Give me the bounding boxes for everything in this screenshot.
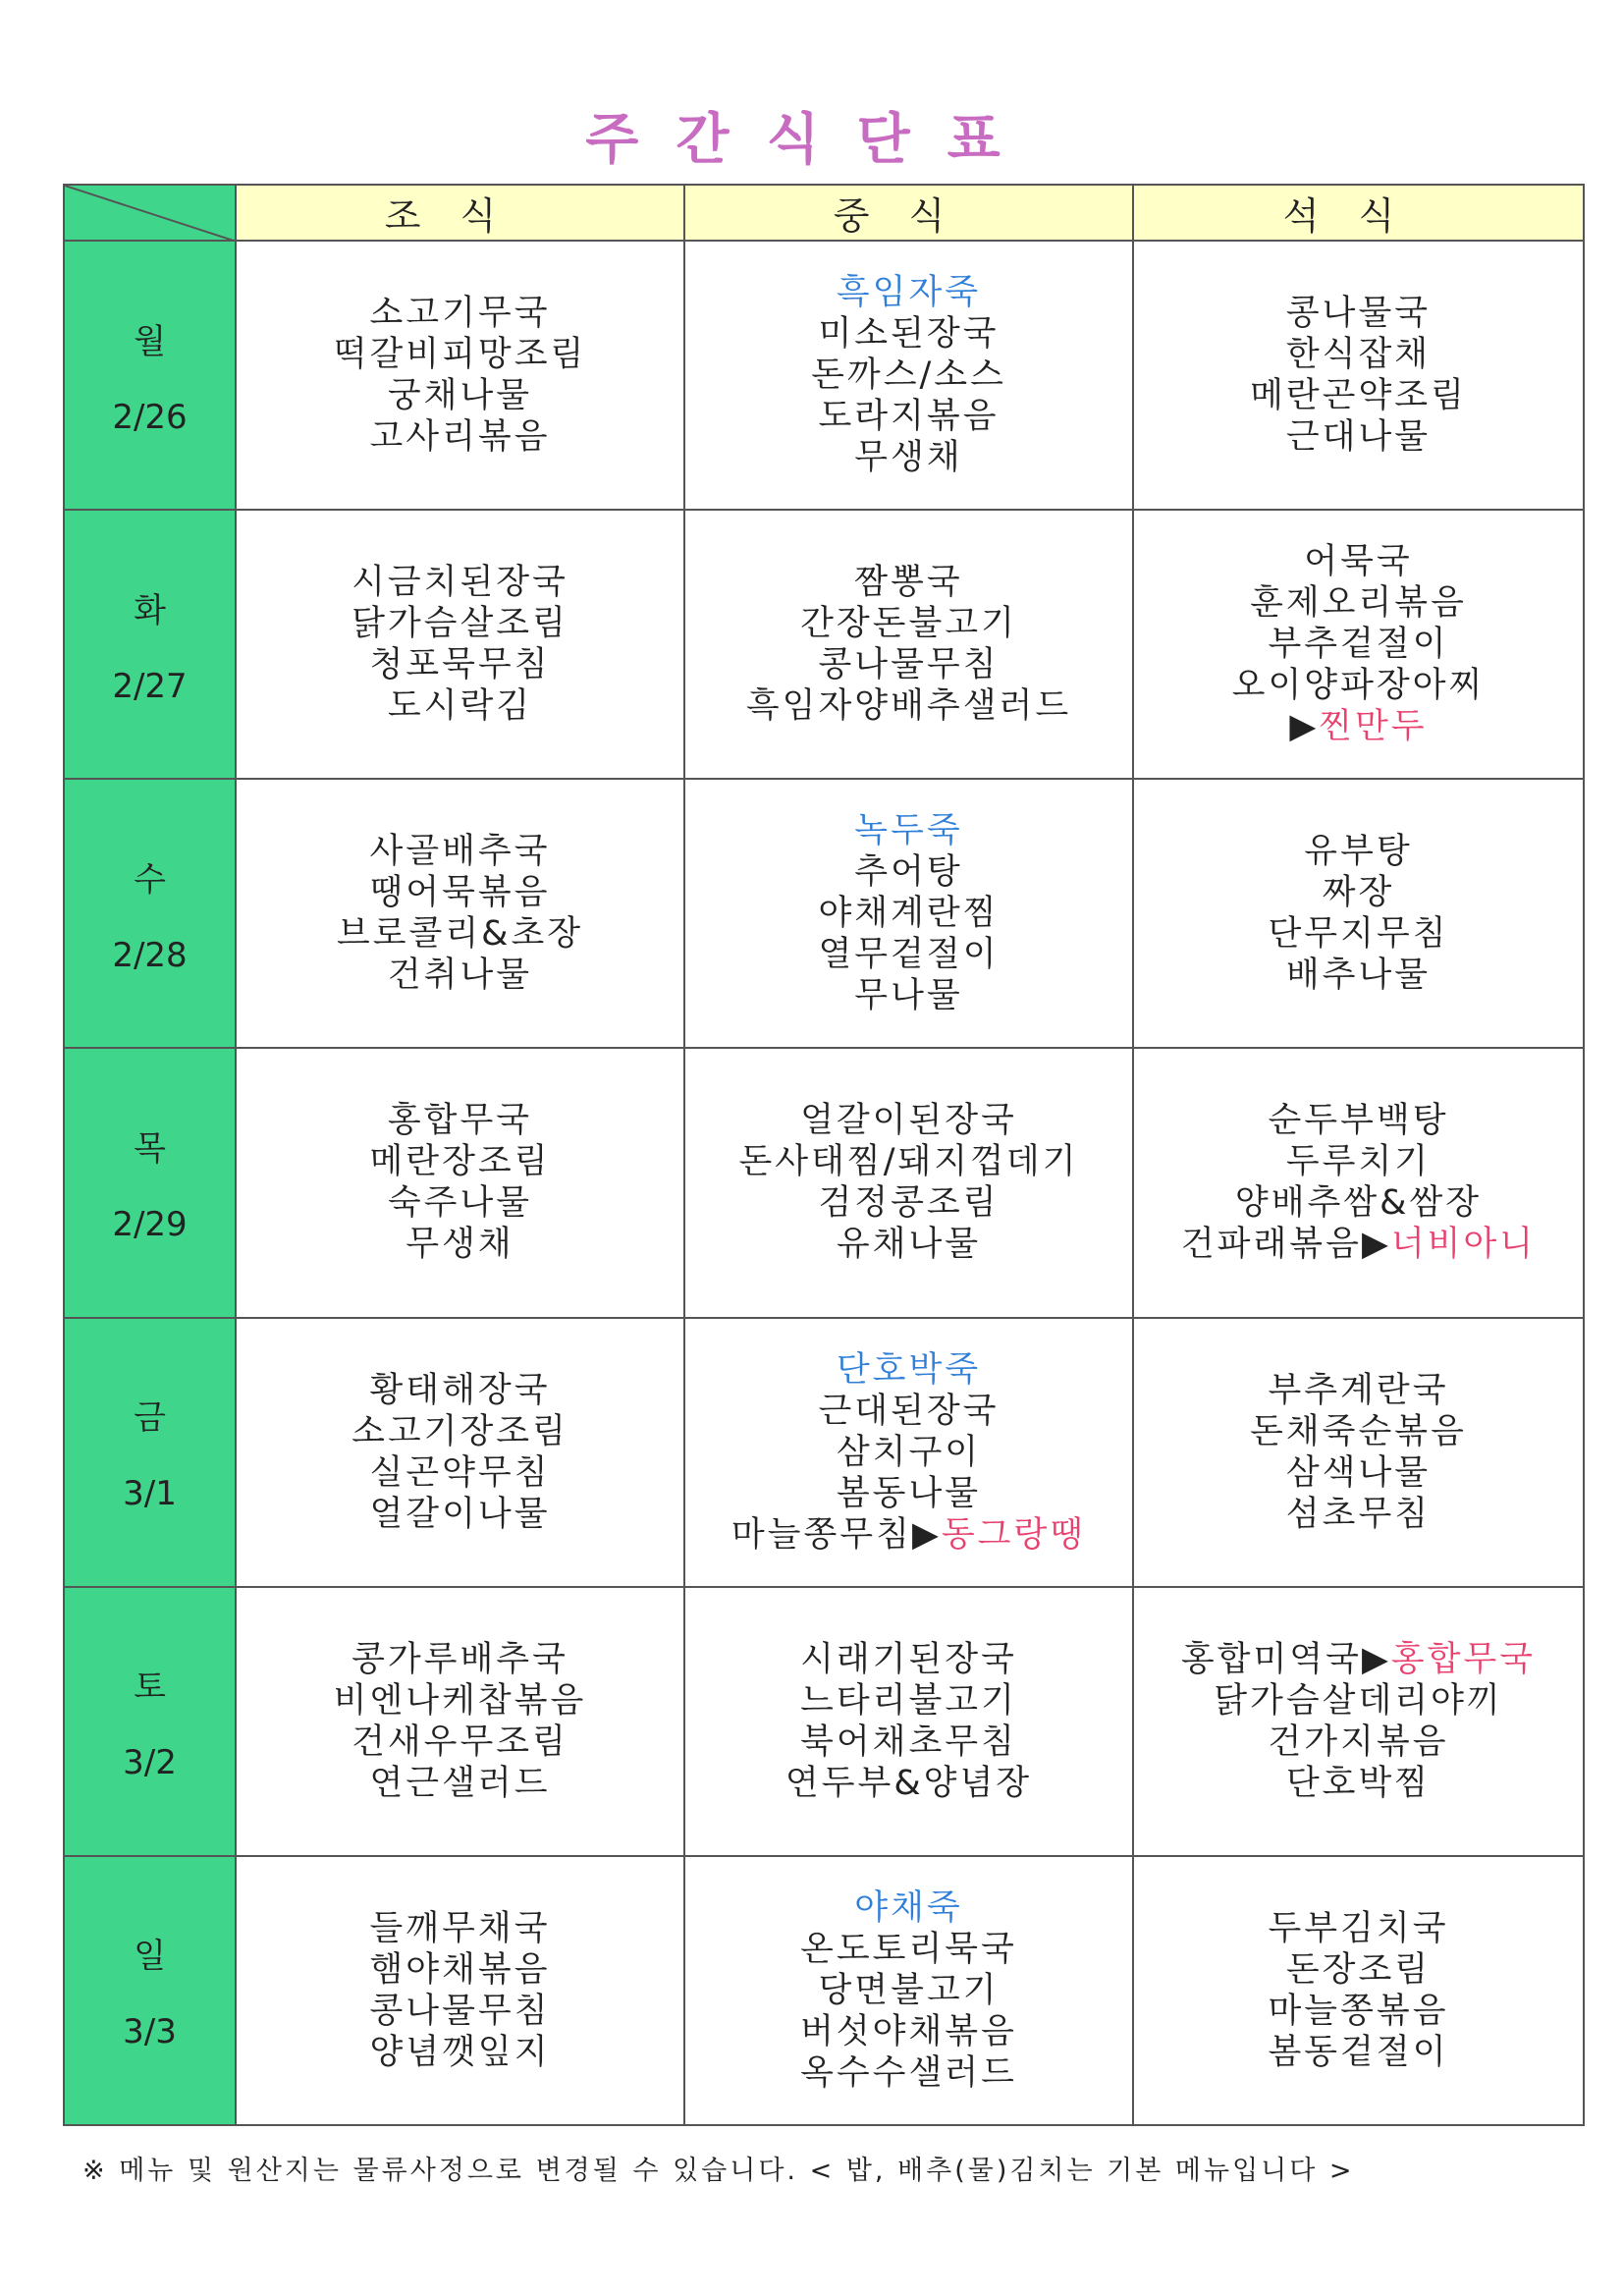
porridge-item: 단호박죽 — [836, 1349, 982, 1390]
menu-item: 마늘쫑볶음 — [1268, 1991, 1449, 2031]
arrow-icon: ▶ — [911, 1514, 942, 1555]
day-row-fri — [64, 1318, 1584, 1587]
arrow-icon: ▶ — [1289, 707, 1320, 747]
menu-item: 연두부&양념장 — [784, 1763, 1033, 1803]
page-title: 주간식단표 — [585, 108, 1038, 172]
alternative-base: 홍합미역국 — [1180, 1639, 1362, 1679]
menu-item: 메란곤약조림 — [1250, 376, 1467, 416]
header-dinner: 석식 — [1133, 185, 1584, 241]
day-row-mon — [64, 241, 1584, 510]
dinner-cell — [1133, 1856, 1584, 2125]
menu-item: 오이양파장아찌 — [1231, 666, 1486, 706]
weekly-menu-table — [63, 184, 1585, 2126]
alternative-base: 마늘쫑무침 — [730, 1514, 912, 1555]
day-date: 2/27 — [112, 666, 188, 706]
menu-item: 삼치구이 — [836, 1432, 982, 1472]
menu-item: 근대된장국 — [818, 1391, 1000, 1431]
day-date: 2/29 — [112, 1204, 188, 1244]
menu-item: 얼갈이나물 — [369, 1494, 551, 1534]
menu-item: 부추겉절이 — [1268, 625, 1449, 665]
day-date: 3/2 — [123, 1743, 177, 1783]
menu-item: 무나물 — [854, 976, 963, 1016]
breakfast-cell — [236, 1048, 684, 1317]
day-name: 금 — [134, 1398, 166, 1439]
alternative-line — [1134, 1639, 1583, 1680]
menu-item: 건가지볶음 — [1268, 1722, 1449, 1762]
menu-item: 옥수수샐러드 — [800, 2052, 1017, 2093]
menu-item: 추어탕 — [854, 852, 963, 893]
day-name: 화 — [134, 590, 166, 630]
menu-item: 단호박찜 — [1285, 1763, 1432, 1803]
day-cell — [64, 779, 236, 1048]
menu-item: 돈장조림 — [1285, 1949, 1432, 1990]
menu-item: 짜장 — [1322, 873, 1395, 913]
menu-item: 궁채나물 — [387, 376, 533, 416]
menu-item: 야채계란찜 — [818, 894, 1000, 934]
menu-item: 섬초무침 — [1285, 1494, 1432, 1534]
arrow-icon: ▶ — [1361, 1639, 1391, 1679]
menu-item: 닭가슴살데리야끼 — [1214, 1680, 1503, 1721]
day-cell — [64, 1587, 236, 1856]
menu-item: 소고기무국 — [369, 294, 551, 334]
menu-item: 삼색나물 — [1285, 1452, 1432, 1493]
diagonal-line — [65, 186, 236, 241]
menu-item: 사골배추국 — [369, 832, 551, 872]
dinner-cell — [1133, 779, 1584, 1048]
menu-item: 느타리불고기 — [800, 1680, 1017, 1721]
menu-item: 유부탕 — [1304, 832, 1413, 872]
menu-item: 돈까스/소스 — [811, 355, 1006, 396]
day-cell — [64, 1856, 236, 2125]
day-name: 일 — [134, 1937, 166, 1977]
menu-item: 햄야채볶음 — [369, 1949, 551, 1990]
footnote: ※ 메뉴 및 원산지는 물류사정으로 변경될 수 있습니다. < 밥, 배추(물)김치는 기본 메뉴입니다 > — [82, 2156, 1355, 2186]
day-name: 목 — [134, 1128, 166, 1169]
menu-item: 당면불고기 — [818, 1970, 1000, 2010]
menu-item: 콩나물국 — [1285, 294, 1432, 334]
menu-item: 유채나물 — [836, 1225, 982, 1265]
menu-item: 근대나물 — [1285, 417, 1432, 458]
menu-item: 간장돈불고기 — [800, 604, 1017, 644]
header-row — [64, 185, 1584, 241]
lunch-cell — [684, 510, 1133, 779]
breakfast-cell — [236, 779, 684, 1048]
menu-item: 떡갈비피망조림 — [333, 335, 587, 375]
alternative-line — [1134, 1224, 1583, 1265]
menu-item: 연근샐러드 — [369, 1763, 551, 1803]
lunch-cell — [684, 1048, 1133, 1317]
menu-item: 콩가루배추국 — [352, 1639, 568, 1679]
header-lunch: 중식 — [684, 185, 1133, 241]
day-date: 3/1 — [123, 1474, 177, 1514]
breakfast-cell — [236, 510, 684, 779]
dinner-cell — [1133, 1318, 1584, 1587]
day-row-sun — [64, 1856, 1584, 2125]
menu-item: 배추나물 — [1285, 956, 1432, 996]
menu-item: 얼갈이된장국 — [800, 1101, 1017, 1141]
day-date: 3/3 — [123, 2012, 177, 2052]
lunch-cell — [684, 241, 1133, 510]
menu-item: 황태해장국 — [369, 1370, 551, 1410]
breakfast-cell — [236, 1856, 684, 2125]
menu-item: 두부김치국 — [1268, 1908, 1449, 1948]
day-name: 토 — [134, 1667, 166, 1708]
day-date: 2/26 — [112, 397, 188, 437]
menu-item: 미소된장국 — [818, 314, 1000, 355]
menu-item: 무생채 — [406, 1225, 514, 1265]
lunch-cell — [684, 1856, 1133, 2125]
menu-item: 브로콜리&초장 — [336, 914, 584, 955]
menu-item: 닭가슴살조림 — [352, 604, 568, 644]
menu-item: 북어채초무침 — [800, 1722, 1017, 1762]
menu-item: 돈채죽순볶음 — [1250, 1411, 1467, 1451]
alternative-line — [685, 1514, 1132, 1556]
menu-item: 봄동겉절이 — [1268, 2032, 1449, 2072]
breakfast-cell — [236, 241, 684, 510]
menu-item: 시래기된장국 — [800, 1639, 1017, 1679]
lunch-cell — [684, 1587, 1133, 1856]
menu-item: 콩나물무침 — [369, 1991, 551, 2031]
day-date: 2/28 — [112, 935, 188, 975]
porridge-item: 야채죽 — [854, 1887, 963, 1928]
day-name: 월 — [134, 321, 166, 361]
menu-item: 청포묵무침 — [369, 645, 551, 685]
menu-item: 버섯야채볶음 — [800, 2011, 1017, 2051]
menu-item: 도라지볶음 — [818, 397, 1000, 437]
menu-item: 돈사태찜/돼지껍데기 — [738, 1142, 1079, 1182]
menu-item: 두루치기 — [1285, 1142, 1432, 1182]
porridge-item: 녹두죽 — [854, 811, 963, 851]
menu-item: 열무겉절이 — [818, 935, 1000, 975]
menu-item: 온도토리묵국 — [800, 1929, 1017, 1969]
day-cell — [64, 1048, 236, 1317]
menu-item: 건취나물 — [387, 956, 533, 996]
porridge-item: 흑임자죽 — [836, 273, 982, 313]
menu-item: 건새우무조림 — [352, 1722, 568, 1762]
menu-item: 봄동나물 — [836, 1473, 982, 1513]
dinner-cell — [1133, 1048, 1584, 1317]
arrow-icon: ▶ — [1361, 1225, 1391, 1265]
alternative-item: 너비아니 — [1390, 1225, 1537, 1265]
menu-item: 시금치된장국 — [352, 563, 568, 603]
header-breakfast: 조식 — [236, 185, 684, 241]
lunch-cell — [684, 779, 1133, 1048]
menu-item: 실곤약무침 — [369, 1452, 551, 1493]
lunch-cell — [684, 1318, 1133, 1587]
menu-item: 소고기장조림 — [352, 1411, 568, 1451]
alternative-item: 찐만두 — [1319, 707, 1428, 747]
dinner-cell — [1133, 510, 1584, 779]
day-cell — [64, 241, 236, 510]
menu-item: 숙주나물 — [387, 1183, 533, 1224]
menu-item: 메란장조림 — [369, 1142, 551, 1182]
menu-item: 무생채 — [854, 438, 963, 478]
menu-item: 양배추쌈&쌈장 — [1234, 1183, 1483, 1224]
day-row-tue — [64, 510, 1584, 779]
menu-item: 홍합무국 — [387, 1101, 533, 1141]
alternative-item: 홍합무국 — [1390, 1639, 1537, 1679]
menu-item: 들깨무채국 — [369, 1908, 551, 1948]
menu-item: 콩나물무침 — [818, 645, 1000, 685]
menu-item: 훈제오리볶음 — [1250, 583, 1467, 624]
menu-item: 한식잡채 — [1285, 335, 1432, 375]
menu-item: 단무지무침 — [1268, 914, 1449, 955]
dinner-cell — [1133, 1587, 1584, 1856]
day-row-thu — [64, 1048, 1584, 1317]
menu-item: 부추계란국 — [1268, 1370, 1449, 1410]
menu-item: 짬뽕국 — [854, 563, 963, 603]
menu-item: 순두부백탕 — [1268, 1101, 1449, 1141]
alternative-item: 동그랑땡 — [941, 1514, 1087, 1555]
menu-item: 검정콩조림 — [818, 1183, 1000, 1224]
menu-item: 양념깻잎지 — [369, 2032, 551, 2072]
corner-cell — [64, 185, 236, 241]
menu-item: 고사리볶음 — [369, 417, 551, 458]
day-cell — [64, 510, 236, 779]
alternative-base: 건파래볶음 — [1180, 1225, 1362, 1265]
day-row-wed — [64, 779, 1584, 1048]
menu-item: 땡어묵볶음 — [369, 873, 551, 913]
alternative-line — [1134, 706, 1583, 747]
day-name: 수 — [134, 859, 166, 900]
menu-item: 비엔나케찹볶음 — [333, 1680, 587, 1721]
day-cell — [64, 1318, 236, 1587]
dinner-cell — [1133, 241, 1584, 510]
menu-item: 흑임자양배추샐러드 — [745, 686, 1072, 727]
day-row-sat — [64, 1587, 1584, 1856]
menu-item: 어묵국 — [1304, 542, 1413, 582]
menu-item: 도시락김 — [387, 686, 533, 727]
breakfast-cell — [236, 1587, 684, 1856]
breakfast-cell — [236, 1318, 684, 1587]
